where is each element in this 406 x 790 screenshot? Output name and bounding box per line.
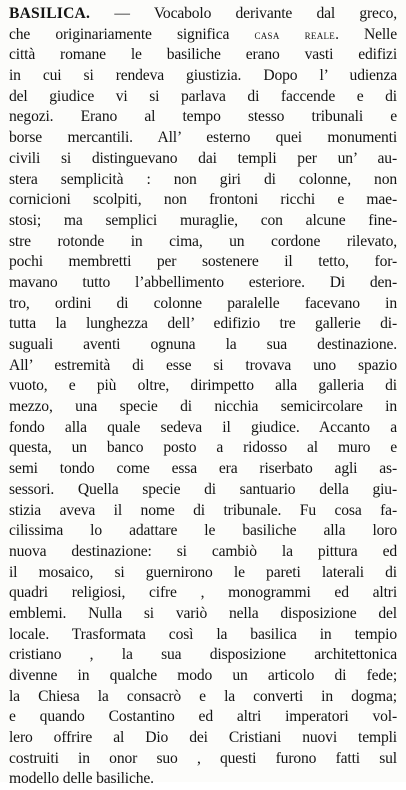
- text-line: pochi membretti per sostenere il tetto, for-: [9, 253, 397, 271]
- text-line: stre rotonde in cima, un cordone rilevato,: [9, 232, 397, 250]
- entry-dash: —: [90, 5, 154, 22]
- text-line: tro, ordini di colonne paralelle facevano in: [9, 294, 397, 312]
- text-line: cilissima lo adattare le basiliche alla loro: [9, 522, 397, 540]
- text-line: vuoto, e più oltre, dirimpetto alla galleria di: [9, 377, 397, 395]
- entry-second-line-text: che originariamente significa: [9, 25, 255, 43]
- text-line: e quando Costantino ed altri imperatori vol-: [9, 708, 397, 726]
- text-line: stera semplicità : non giri di colonne, non: [9, 170, 397, 188]
- text-line: mezzo, una specie di nicchia semicircolare in: [9, 398, 397, 416]
- text-line: civili si distinguevano dai templi per un’ au-: [9, 149, 397, 167]
- text-line: suguali aventi ognuna la sua destinazione.: [9, 336, 397, 353]
- text-line: stizia aveva il nome di tribunale. Fu cosa fa-: [9, 501, 397, 519]
- text-line: cornicioni scolpiti, non frontoni ricchi e mae-: [9, 191, 397, 209]
- entry-first-line: [9, 4, 397, 25]
- text-line: emblemi. Nulla si variò nella disposizione del: [9, 604, 397, 622]
- text-line: negozi. Erano al tempo stesso tribunali e: [9, 108, 397, 126]
- dictionary-entry: [9, 4, 397, 790]
- text-line: stosi; ma semplici muraglie, con alcune fine-: [9, 211, 397, 229]
- text-line: nuova destinazione: si cambiò la pittura ed: [9, 542, 397, 560]
- text-line: cristiano , la sua disposizione architettonica: [9, 646, 397, 664]
- text-line: sessori. Quella specie di santuario della giu-: [9, 480, 397, 498]
- text-line: fondo alla quale sedeva il giudice. Accanto a: [9, 418, 397, 436]
- text-line: semi tondo come essa era riserbato agli as-: [9, 460, 397, 478]
- text-line: locale. Trasformata così la basilica in tempio: [9, 625, 397, 643]
- entry-first-line-text: Vocabolo derivante dal greco,: [153, 5, 397, 22]
- text-line: tutta la lunghezza dell’ edifizio tre gallerie di-: [9, 315, 397, 333]
- text-line: la Chiesa la consacrò e la converti in dogma;: [9, 687, 397, 705]
- text-line: divenne in qualche modo un articolo di fede;: [9, 667, 397, 684]
- text-line: modello delle basiliche.: [9, 770, 154, 788]
- text-line: città romane le basiliche erano vasti edifizi: [9, 46, 397, 64]
- entry-small-caps-term: casa reale: [254, 26, 336, 42]
- text-line: All’ estremità di esse si trovava uno spazio: [9, 356, 397, 374]
- text-line: questa, un banco posto a ridosso al muro e: [9, 439, 397, 457]
- entry-second-line: [9, 25, 397, 46]
- entry-second-line-end: . Nelle: [335, 25, 398, 43]
- text-line: lero offrire al Dio dei Cristiani nuovi templi: [9, 729, 397, 747]
- text-line: quadri religiosi, cifre , monogrammi ed altri: [9, 584, 397, 602]
- text-line: borse mercantili. All’ esterno quei monumenti: [9, 129, 397, 147]
- text-line: del giudice vi si parlava di faccende e di: [9, 87, 397, 105]
- entry-headword: BASILICA.: [9, 5, 91, 22]
- text-line: in cui si rendeva giustizia. Dopo l’ udienza: [9, 67, 397, 85]
- text-line: mavano tutto l’abbellimento esteriore. Di den-: [9, 273, 397, 291]
- text-line: costruiti in onor suo , questi furono fatti sul: [9, 749, 397, 767]
- entry-body: [9, 45, 397, 790]
- text-line: il mosaico, si guernirono le pareti laterali di: [9, 563, 397, 581]
